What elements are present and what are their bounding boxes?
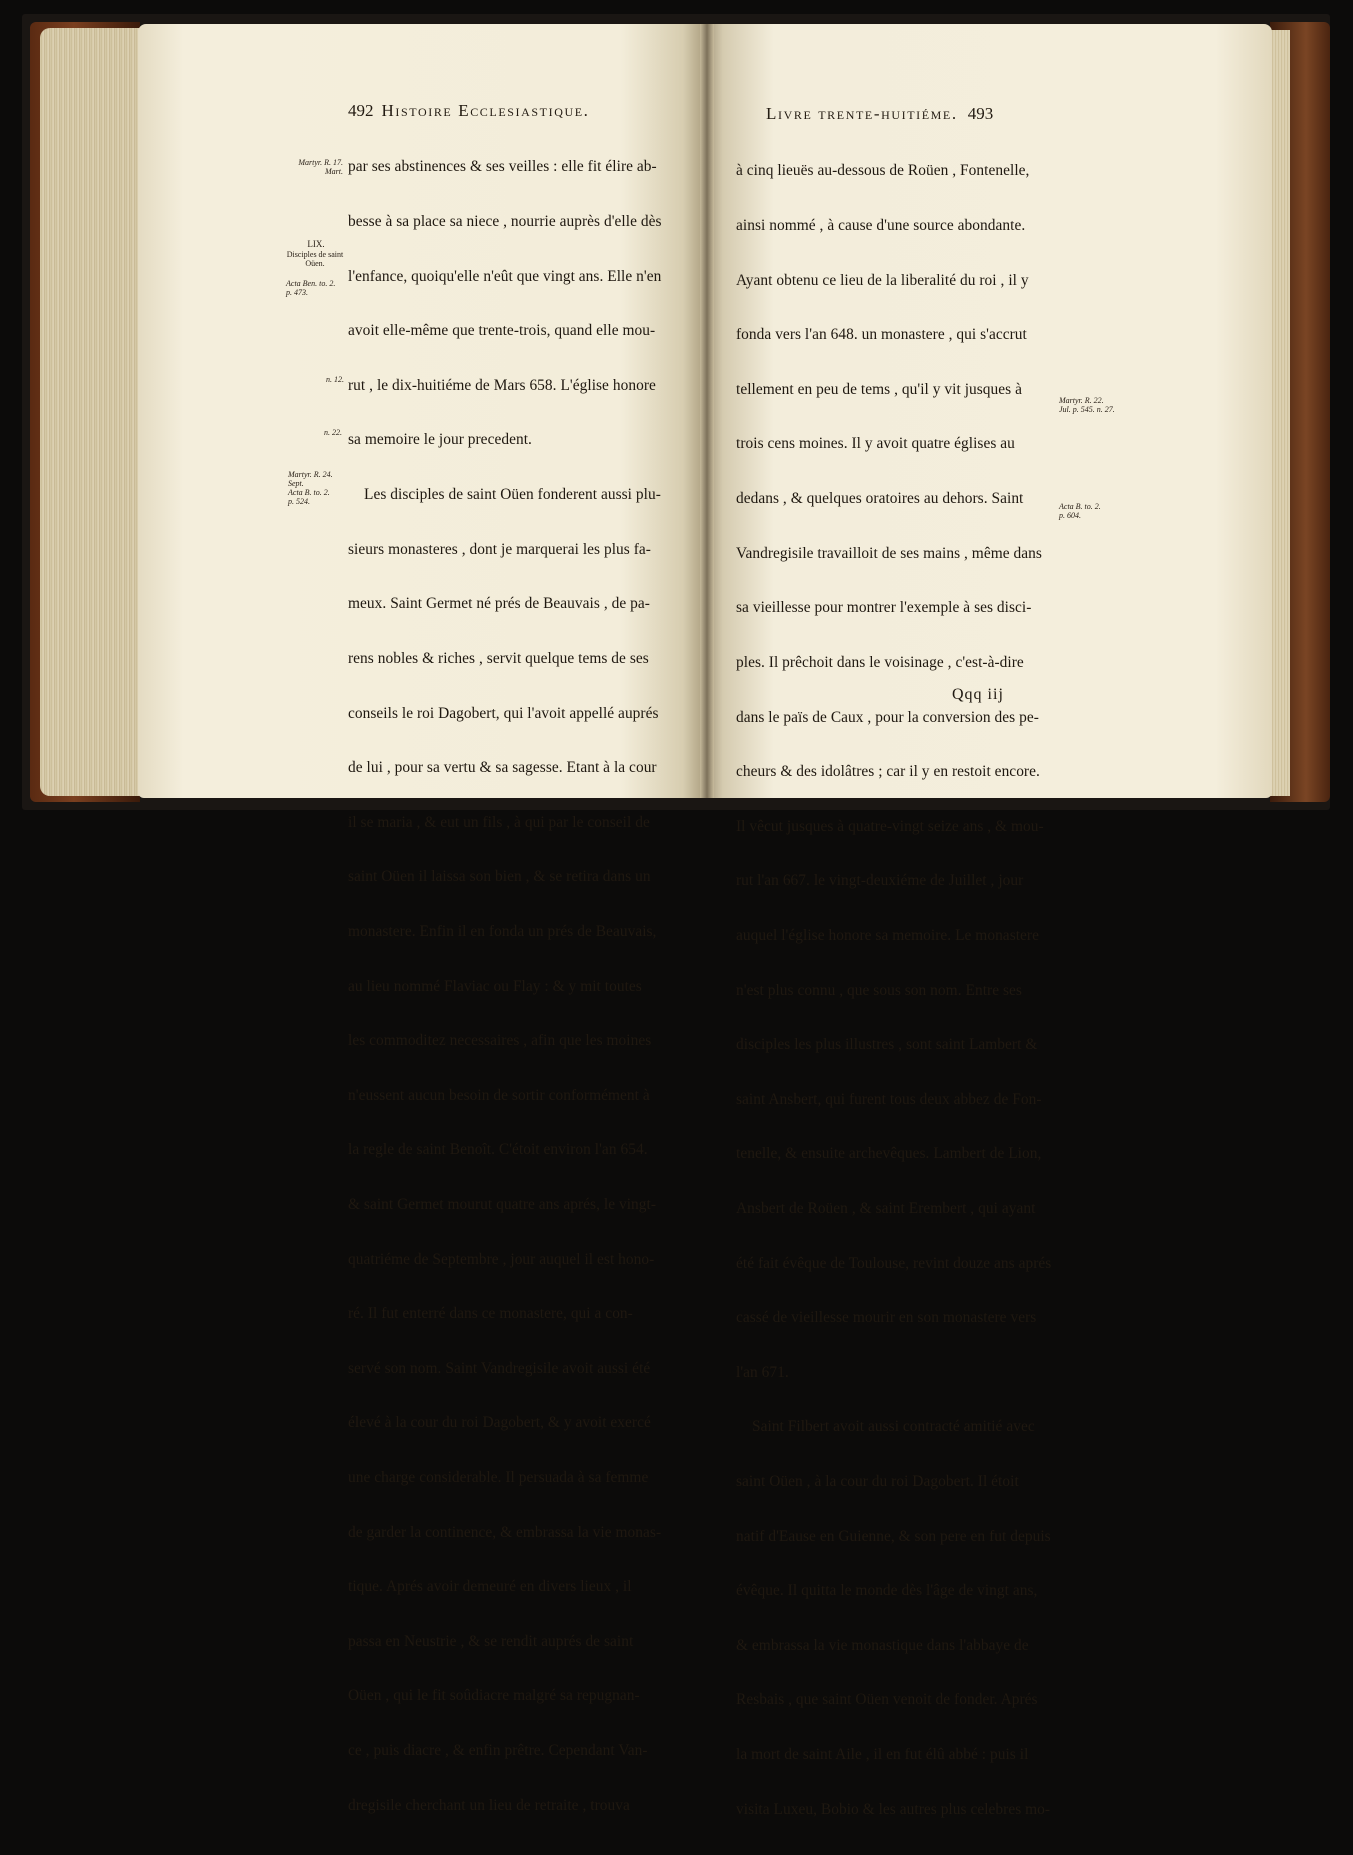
text-line: une charge considerable. Il persuada à sa femme bbox=[348, 1469, 649, 1487]
left-body-text bbox=[348, 122, 662, 1851]
text-line: été fait évêque de Toulouse, revint douze ans aprés bbox=[736, 1254, 1052, 1272]
margin-note: Acta B. to. 2. p. 604. bbox=[1059, 502, 1101, 520]
text-line: ré. Il fut enterré dans ce monastere, qui a con- bbox=[348, 1305, 633, 1323]
text-line: visita Luxeu, Bobio & les autres plus celebres mo- bbox=[736, 1800, 1051, 1818]
text-line: fonda vers l'an 648. un monastere , qui s'accrut bbox=[736, 326, 1027, 344]
text-line: besse à sa place sa niece , nourrie auprès d'elle dès bbox=[348, 213, 662, 231]
margin-note: Martyr. R. 17. Mart. bbox=[298, 158, 343, 176]
text-line: Vandregisile travailloit de ses mains , même dans bbox=[736, 544, 1042, 562]
text-line: ples. Il prêchoit dans le voisinage , c'est-à-dire bbox=[736, 653, 1024, 671]
text-line: rut , le dix-huitiéme de Mars 658. L'église honore bbox=[348, 376, 656, 394]
text-line: avoit elle-même que trente-trois, quand elle mou- bbox=[348, 322, 656, 340]
right-header-title: Livre trente-huitiéme. bbox=[766, 104, 958, 123]
margin-note: Martyr. R. 22. Jul. p. 545. n. 27. bbox=[1059, 396, 1115, 414]
margin-note: Martyr. R. 24. Sept. Acta B. to. 2. p. 524. bbox=[288, 470, 333, 506]
text-line: évêque. Il quitta le monde dès l'âge de vingt ans, bbox=[736, 1582, 1038, 1600]
text-line: Les disciples de saint Oüen fonderent aussi plu- bbox=[364, 486, 661, 504]
text-line: servé son nom. Saint Vandregisile avoit aussi été bbox=[348, 1359, 651, 1377]
text-line: les commoditez necessaires , afin que les moines bbox=[348, 1032, 652, 1050]
text-line: n'est plus connu , que sous son nom. Entre ses bbox=[736, 981, 1022, 999]
text-line: Ansbert de Roüen , & saint Erembert , qui ayant bbox=[736, 1199, 1036, 1217]
right-body-text bbox=[736, 126, 1051, 1855]
left-running-header bbox=[348, 101, 590, 121]
text-line: saint Oüen , à la cour du roi Dagobert. Il étoit bbox=[736, 1473, 1019, 1491]
text-line: & embrassa la vie monastique dans l'abbaye de bbox=[736, 1636, 1029, 1654]
text-line: quatriéme de Septembre , jour auquel il est hono- bbox=[348, 1250, 655, 1268]
text-line: dedans , & quelques oratoires au dehors. Saint bbox=[736, 490, 1024, 508]
book-gutter bbox=[700, 24, 714, 798]
text-line: meux. Saint Germet né prés de Beauvais , de pa- bbox=[348, 595, 650, 613]
margin-note-section-number: LIX. bbox=[307, 239, 325, 249]
text-line: rens nobles & riches , servit quelque tems de ses bbox=[348, 649, 649, 667]
text-line: Saint Filbert avoit aussi contracté amitié avec bbox=[752, 1418, 1035, 1436]
text-line: trois cens moines. Il y avoit quatre églises au bbox=[736, 435, 1015, 453]
text-line: cassé de vieillesse mourir en son monastere vers bbox=[736, 1309, 1037, 1327]
signature-mark: Qqq iij bbox=[952, 686, 1004, 703]
text-line: sieurs monasteres , dont je marquerai les plus fa- bbox=[348, 540, 651, 558]
text-line: saint Oüen il laissa son bien , & se retira dans un bbox=[348, 868, 651, 886]
text-line: au lieu nommé Flaviac ou Flay : & y mit toutes bbox=[348, 977, 642, 995]
text-line: élevé à la cour du roi Dagobert, & y avoit exercé bbox=[348, 1414, 651, 1432]
text-line: dregisile cherchant un lieu de retraite , trouva bbox=[348, 1796, 630, 1814]
text-line: cheurs & des idolâtres ; car il y en restoit encore. bbox=[736, 763, 1040, 781]
text-line: ce , puis diacre , & enfin prêtre. Cependant Van- bbox=[348, 1742, 648, 1760]
left-page-number: 492 bbox=[348, 101, 374, 120]
text-line: tenelle, & ensuite archevêques. Lambert de Lion, bbox=[736, 1145, 1042, 1163]
right-running-header bbox=[766, 104, 993, 124]
text-line: saint Ansbert, qui furent tous deux abbez de Fon- bbox=[736, 1090, 1042, 1108]
text-line: à cinq lieuës au-dessous de Roüen , Fontenelle, bbox=[736, 162, 1030, 180]
text-line: de lui , pour sa vertu & sa sagesse. Etant à la cour bbox=[348, 759, 657, 777]
text-line: natif d'Eause en Guienne, & son pere en fut depuis bbox=[736, 1527, 1051, 1545]
text-line: & saint Germet mourut quatre ans aprés, le vingt- bbox=[348, 1195, 657, 1213]
text-line: disciples les plus illustres , sont saint Lambert & bbox=[736, 1036, 1038, 1054]
text-line: l'enfance, quoiqu'elle n'eût que vingt ans. Elle n'en bbox=[348, 267, 662, 285]
text-line: l'an 671. bbox=[736, 1363, 789, 1381]
text-line: la mort de saint Aile , il en fut élû abbé : puis il bbox=[736, 1746, 1029, 1764]
text-line: dans le païs de Caux , pour la conversion des pe- bbox=[736, 708, 1039, 726]
text-line: la regle de saint Benoît. C'étoit environ l'an 654. bbox=[348, 1141, 648, 1159]
text-line: sa memoire le jour precedent. bbox=[348, 431, 532, 449]
left-page bbox=[138, 24, 706, 1814]
text-line: tique. Aprés avoir demeuré en divers lieux , il bbox=[348, 1578, 632, 1596]
text-line: Resbais , que saint Oüen venoit de fonder. Aprés bbox=[736, 1691, 1038, 1709]
text-line: conseils le roi Dagobert, qui l'avoit appellé auprés bbox=[348, 704, 659, 722]
text-line: ainsi nommé , à cause d'une source abondante. bbox=[736, 217, 1026, 235]
text-line: Il vêcut jusques à quatre-vingt seize ans , & mou- bbox=[736, 817, 1044, 835]
text-line: monastere. Enfin il en fonda un prés de Beauvais, bbox=[348, 922, 657, 940]
text-line: n'eussent aucun besoin de sortir conformément à bbox=[348, 1086, 650, 1104]
right-page-number: 493 bbox=[967, 104, 994, 123]
margin-note: n. 22. bbox=[324, 428, 342, 437]
text-line: Oüen , qui le fit soûdiacre malgré sa repugnan- bbox=[348, 1687, 640, 1705]
text-line: passa en Neustrie , & se rendit auprés de saint bbox=[348, 1632, 634, 1650]
right-page bbox=[706, 24, 1272, 1818]
margin-note-section-title: Disciples de saint Oüen. bbox=[286, 250, 344, 268]
text-line: auquel l'église honore sa memoire. Le monastere bbox=[736, 926, 1039, 944]
text-line: tellement en peu de tems , qu'il y vit jusques à bbox=[736, 380, 1022, 398]
text-line: sa vieillesse pour montrer l'exemple à ses disci- bbox=[736, 599, 1032, 617]
text-line: il se maria , & eut un fils , à qui par le conseil de bbox=[348, 813, 650, 831]
margin-note: Acta Ben. to. 2. p. 473. bbox=[286, 279, 336, 297]
text-line: par ses abstinences & ses veilles : elle fit élire ab- bbox=[348, 158, 657, 176]
text-line: rut l'an 667. le vingt-deuxiéme de Juillet , jour bbox=[736, 872, 1024, 890]
text-line: Ayant obtenu ce lieu de la liberalité du roi , il y bbox=[736, 271, 1029, 289]
text-line: de garder la continence, & embrassa la vie monas- bbox=[348, 1523, 662, 1541]
left-header-title: Histoire Ecclesiastique. bbox=[381, 101, 590, 120]
margin-note: n. 12. bbox=[326, 375, 344, 384]
page-edges-left bbox=[40, 28, 140, 796]
